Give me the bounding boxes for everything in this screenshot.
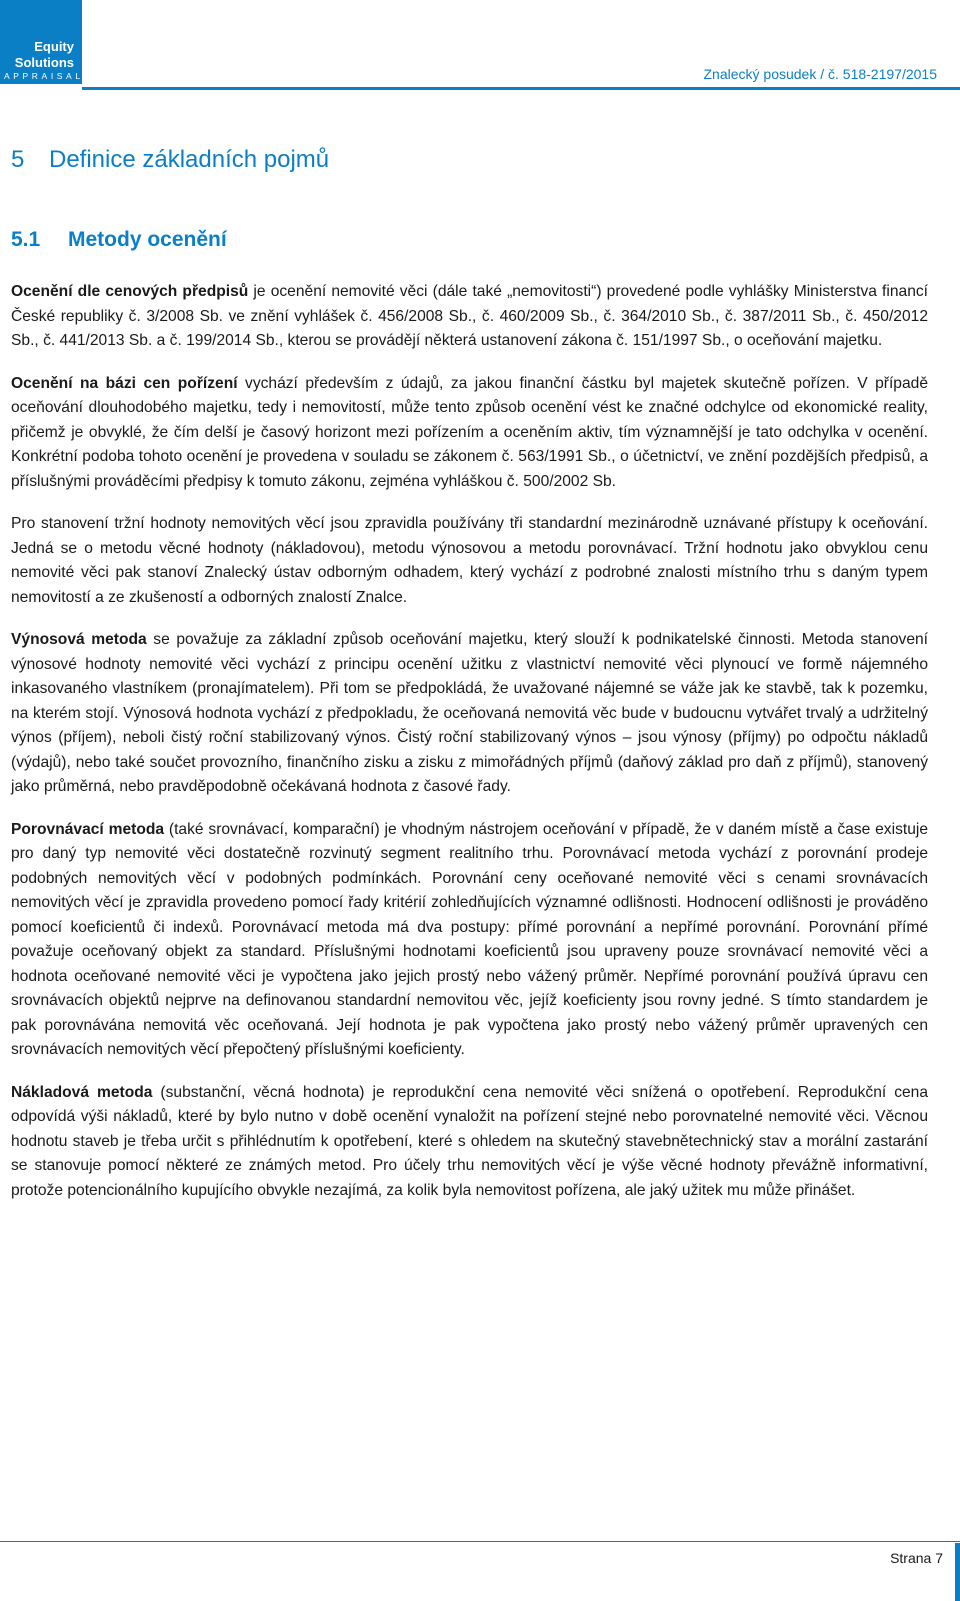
subsection-title: Metody ocenění: [68, 228, 227, 251]
paragraph-acquisition-cost: [11, 372, 928, 495]
document-reference: Znalecký posudek / č. 518-2197/2015: [703, 66, 937, 82]
logo-line-equity: Equity: [34, 39, 74, 54]
company-logo: [0, 0, 93, 84]
term-bold: Porovnávací metoda: [11, 820, 165, 838]
paragraph-income-method: [11, 628, 928, 800]
paragraph-text: se považuje za základní způsob oceňování majetku, který slouží k podnikatelské činnosti. Metoda stanovení výnosové hodnoty nemovité věci vychází z principu ocenění užitku z vlastnictví nemovité věci plynoucí ve formě nájemného inkasovaného vlastníkem (pronajímatelem). Při tom se předpokládá, že uvažované nájemné se váže jak ke stavbě, tak k pozemku, na kterém stojí. Výnosová hodnota vychází z předpokladu, že oceňovaná nemovitá věc bude v budoucnu vytvářet trvalý a udržitelný výnos (příjem), neboli čistý roční stabilizovaný výnos. Čistý roční stabilizovaný výnos – jsou výnosy (příjmy) po odpočtu nákladů (výdajů), nebo také součet provozního, finančního zisku a zisku z mimořádných příjmů (daňový základ pro daň z příjmů), stanovený jako průměrná, nebo pravděpodobně očekávaná hodnota z časové řady.: [11, 631, 928, 795]
section-number: 5: [11, 146, 25, 173]
page-number: Strana 7: [890, 1550, 943, 1566]
page-number-accent-bar: [955, 1543, 960, 1601]
paragraph-text: Pro stanovení tržní hodnoty nemovitých věcí jsou zpravidla používány tři standardní mezinárodně uznávané přístupy k oceňování. Jedná se o metodu věcné hodnoty (nákladovou), metodu výnosovou a metodu porovnávací. Tržní hodnotu jako obvyklou cenu nemovité věci pak stanoví Znalecký ústav odborným odhadem, který vychází z podrobné znalosti místního trhu s daným typem nemovitostí a ze zkušeností a odborných znalostí Znalce.: [11, 515, 928, 606]
paragraph-comparative-method: [11, 818, 928, 1063]
paragraph-market-value: [11, 512, 928, 610]
paragraph-price-regulations: [11, 280, 928, 354]
paragraph-cost-method: [11, 1081, 928, 1204]
subsection-number: 5.1: [11, 228, 41, 251]
section-heading: [11, 146, 329, 174]
logo-line-appraisals: APPRAISALS: [4, 71, 93, 81]
section-title: Definice základních pojmů: [49, 146, 330, 173]
term-bold: Ocenění na bázi cen pořízení: [11, 374, 238, 392]
header-divider: [82, 87, 960, 90]
footer-divider: [0, 1541, 960, 1542]
paragraph-text: (také srovnávací, komparační) je vhodným nástrojem oceňování v případě, že v daném místě a čase existuje pro daný typ nemovité věci dostatečně rozvinutý segment realitního trhu. Porovnávací metoda vychází z porovnání prodeje podobných nemovitých věcí v podobných podmínkách. Porovnání ceny oceňované nemovité věci s cenami srovnávacích nemovitých věcí je zpravidla provedeno pomocí řady kritérií zohledňujících významné odlišnosti. Hodnocení odlišnosti je prováděno pomocí koeficientů či indexů. Porovnávací metoda má dva postupy: přímé porovnání a nepřímé porovnání. Porovnání přímé považuje oceňovaný objekt za standard. Příslušnými hodnotami koeficientů jsou upraveny pouze srovnávací nemovité věci a hodnota oceňované nemovité věci je vypočtena jako jejich prostý nebo vážený průměr. Nepřímé porovnání používá úpravu cen srovnávacích objektů nejprve na definovanou standardní nemovitou věc, jejíž koeficienty jsou rovny jedné. S tímto standardem je pak porovnávána nemovitá věc oceňovaná. Její hodnota je pak vypočtena jako prostý nebo vážený průměr upravených cen srovnávacích nemovitých věcí přepočtený příslušnými koeficienty.: [11, 820, 929, 1058]
paragraph-text: (substanční, věcná hodnota) je reprodukční cena nemovité věci snížená o opotřebení. Reprodukční cena odpovídá výši nákladů, které by bylo nutno v době ocenění vynaložit na pořízení stejné nebo porovnatelné nemovité věci. Věcnou hodnotu staveb je třeba určit s přihlédnutím k opotřebení, které s ohledem na skutečný stavebnětechnický stav a morální zastarání se stanovuje pomocí některé ze známých metod. Pro účely trhu nemovitých věcí je výše věcné hodnoty převážně informativní, protože potencionálního kupujícího obvykle nezajímá, za kolik byla nemovitost pořízena, ale jaký užitek mu může přinášet.: [11, 1083, 929, 1199]
term-bold: Výnosová metoda: [11, 631, 147, 648]
paragraph-text: vychází především z údajů, za jakou finanční částku byl majetek skutečně pořízen. V případě oceňování dlouhodobého majetku, tedy i nemovitostí, může tento způsob ocenění vést ke značné odchylce od ekonomické reality, přičemž je obvyklé, že čím delší je časový horizont mezi pořízením a oceněním aktiv, tím významnější je tato odchylka v ocenění. Konkrétní podoba tohoto ocenění je provedena v souladu se zákonem č. 563/1991 Sb., o účetnictví, ve znění pozdějších předpisů, a příslušnými prováděcími předpisy k tomuto zákonu, zejména vyhláškou č. 500/2002 Sb.: [11, 374, 928, 490]
term-bold: Nákladová metoda: [11, 1083, 153, 1101]
term-bold: Ocenění dle cenových předpisů: [11, 283, 249, 300]
logo-line-solutions: Solutions: [14, 55, 74, 70]
paragraph-text: je ocenění nemovité věci (dále také „nemovitosti“) provedené podle vyhlášky Ministerstva financí České republiky č. 3/2008 Sb. ve znění vyhlášek č. 456/2008 Sb., č. 460/2009 Sb., č. 364/2010 Sb., č. 387/2011 Sb., č. 450/2012 Sb., č. 441/2013 Sb. a č. 199/2014 Sb., kterou se provádějí některá ustanovení zákona č. 151/1997 Sb., o oceňování majetku.: [11, 283, 928, 349]
subsection-heading: [11, 228, 227, 252]
body-text: [11, 280, 928, 1221]
